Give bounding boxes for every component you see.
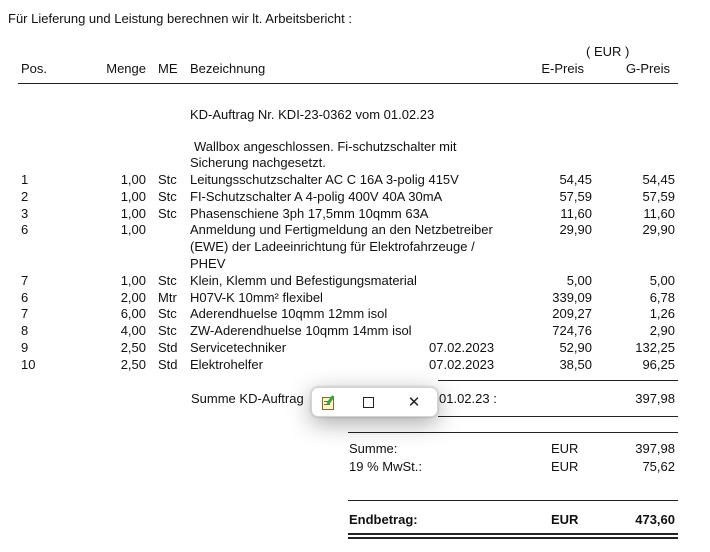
item-menge: 1,00	[120, 272, 146, 288]
item-epreis: 38,50	[559, 356, 592, 372]
endbetrag-label: Endbetrag:	[349, 512, 418, 527]
item-description: PHEV	[190, 256, 226, 271]
item-description: Aderendhuelse 10qmm 12mm isol	[190, 306, 388, 322]
item-me: Stc	[158, 205, 177, 221]
item-menge: 1,00	[120, 205, 146, 221]
endbetrag-top-rule	[348, 500, 678, 501]
floating-window[interactable]	[311, 387, 438, 417]
header-me: ME	[158, 61, 178, 76]
header-pos: Pos.	[21, 61, 48, 76]
item-menge: 1,00	[120, 172, 146, 187]
item-gpreis: 57,59	[642, 188, 675, 204]
summe-currency: EUR	[551, 441, 579, 456]
item-epreis: 5,00	[566, 272, 592, 288]
mwst-currency: EUR	[551, 459, 579, 474]
item-description: FI-Schutzschalter A 4-polig 400V 40A 30mA	[190, 188, 443, 204]
item-epreis: 209,27	[552, 306, 592, 322]
close-icon: ✕	[407, 393, 421, 411]
order-sum-label: Summe KD-Auftrag	[191, 391, 304, 406]
item-me: Stc	[158, 323, 177, 339]
maximize-button[interactable]	[353, 388, 383, 416]
item-gpreis: 54,45	[642, 172, 675, 187]
item-description: Anmeldung und Fertigmeldung an den Netzbetreiber	[190, 222, 493, 238]
item-gpreis: 96,25	[642, 356, 675, 372]
endbetrag-double-rule-1	[348, 533, 678, 535]
order-note-line-1: Wallbox angeschlossen. Fi-schutzschalter mit	[194, 139, 457, 154]
item-description: Phasenschiene 3ph 17,5mm 10qmm 63A	[190, 205, 429, 221]
order-sum-top-rule	[438, 380, 678, 381]
item-gpreis: 1,26	[649, 306, 675, 322]
item-epreis: 54,45	[559, 172, 592, 187]
item-me: Mtr	[158, 289, 177, 305]
item-gpreis: 132,25	[635, 340, 675, 355]
mwst-value: 75,62	[642, 459, 675, 474]
endbetrag-currency: EUR	[551, 512, 579, 527]
item-pos: 6	[21, 289, 29, 305]
item-pos: 8	[21, 323, 29, 339]
totals-top-rule	[348, 432, 678, 433]
item-description: H07V-K 10mm² flexibel	[190, 289, 323, 305]
maximize-icon	[363, 397, 374, 408]
item-gpreis: 6,78	[649, 289, 675, 305]
notepad-icon[interactable]	[313, 388, 343, 416]
order-title: KD-Auftrag Nr. KDI-23-0362 vom 01.02.23	[190, 107, 435, 122]
item-epreis: 339,09	[552, 289, 592, 305]
close-button[interactable]	[399, 388, 429, 416]
item-pos: 6	[21, 222, 29, 238]
mwst-label: 19 % MwSt.:	[349, 459, 422, 474]
item-me: Std	[158, 356, 178, 372]
item-date: 07.02.2023	[429, 340, 495, 355]
endbetrag-double-rule-2	[348, 537, 678, 539]
header-divider	[18, 83, 678, 84]
item-me: Stc	[158, 188, 177, 204]
item-pos: 3	[21, 205, 29, 221]
item-menge: 1,00	[120, 222, 146, 238]
item-epreis: 724,76	[552, 323, 592, 339]
header-bezeichnung: Bezeichnung	[190, 61, 266, 76]
header-menge: Menge	[106, 61, 146, 76]
header-epreis: E-Preis	[541, 61, 584, 76]
item-me: Std	[158, 340, 178, 355]
item-pos: 2	[21, 188, 29, 204]
currency-header: ( EUR )	[586, 44, 630, 59]
summe-value: 397,98	[635, 441, 675, 456]
item-epreis: 29,90	[559, 222, 592, 238]
item-date: 07.02.2023	[429, 356, 495, 372]
header-gpreis: G-Preis	[625, 61, 670, 76]
item-gpreis: 29,90	[642, 222, 675, 238]
item-gpreis: 5,00	[649, 272, 675, 288]
item-description: Leitungsschutzschalter AC C 16A 3-polig 415V	[190, 172, 459, 187]
item-description: Elektrohelfer	[190, 356, 263, 372]
item-description: Servicetechniker	[190, 340, 287, 355]
order-sum-bottom-rule	[438, 416, 678, 417]
item-gpreis: 11,60	[643, 205, 675, 221]
item-me: Stc	[158, 172, 177, 187]
item-epreis: 11,60	[560, 205, 592, 221]
item-menge: 1,00	[120, 188, 146, 204]
item-pos: 9	[21, 340, 29, 355]
item-pos: 7	[21, 306, 29, 322]
item-description: ZW-Aderendhuelse 10qmm 14mm isol	[190, 323, 412, 339]
item-description: Klein, Klemm und Befestigungsmaterial	[190, 272, 417, 288]
item-menge: 2,50	[120, 356, 146, 372]
item-menge: 6,00	[120, 306, 146, 322]
item-gpreis: 2,90	[649, 323, 675, 339]
item-menge: 2,00	[120, 289, 146, 305]
item-me: Stc	[158, 306, 177, 322]
item-pos: 7	[21, 272, 29, 288]
item-pos: 1	[21, 172, 29, 187]
item-me: Stc	[158, 272, 177, 288]
summe-label: Summe:	[349, 441, 398, 456]
item-epreis: 57,59	[559, 188, 592, 204]
intro-text: Für Lieferung und Leistung berechnen wir lt. Arbeitsbericht :	[8, 11, 352, 26]
item-menge: 2,50	[120, 340, 146, 355]
order-sum-value: 397,98	[635, 391, 675, 406]
order-note-line-2: Sicherung nachgesetzt.	[190, 155, 326, 170]
endbetrag-value: 473,60	[635, 512, 675, 527]
item-description: (EWE) der Ladeeinrichtung für Elektrofahrzeuge /	[190, 239, 475, 255]
order-sum-date: 01.02.23 :	[439, 391, 497, 406]
item-menge: 4,00	[120, 323, 146, 339]
item-pos: 10	[21, 356, 36, 372]
item-epreis: 52,90	[559, 340, 592, 355]
